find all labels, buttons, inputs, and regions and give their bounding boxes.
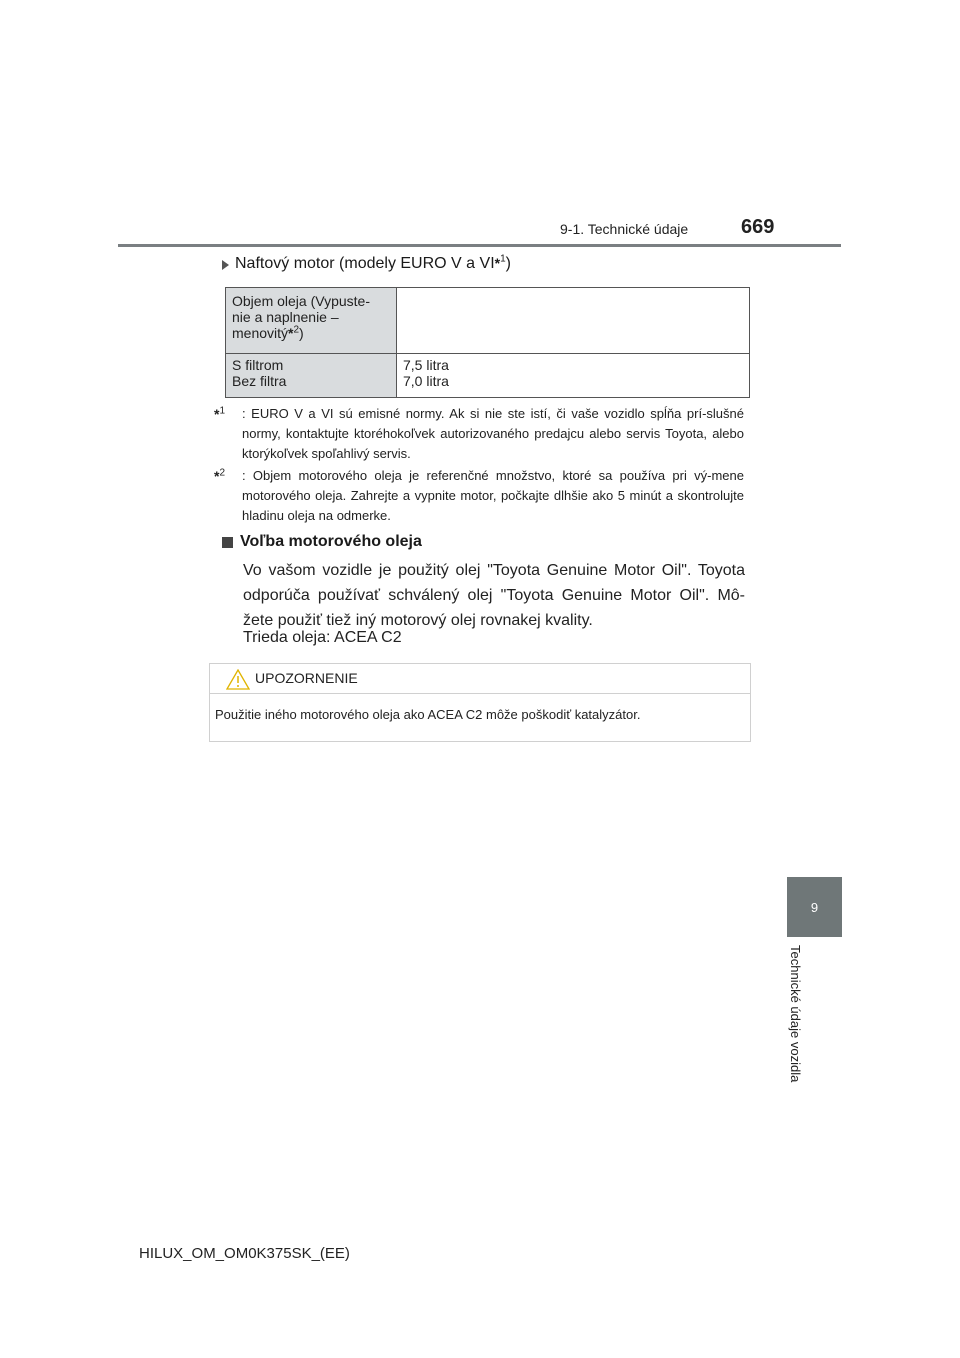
document-code: HILUX_OM_OM0K375SK_(EE): [139, 1245, 350, 1262]
chapter-tab: [787, 877, 842, 937]
chapter-title: Technické údaje vozidla: [788, 945, 803, 1083]
header-divider: [118, 244, 841, 247]
chapter-number: 9: [810, 899, 819, 915]
table-row: [226, 354, 750, 398]
chapter-label-wrap: [775, 945, 815, 1105]
table-row-values: 7,5 litra 7,0 litra: [397, 354, 750, 398]
page-number: 669: [741, 216, 775, 238]
oil-capacity-table: [225, 287, 750, 398]
oil-class-text: Trieda oleja: ACEA C2: [243, 629, 402, 646]
footnote-2: *$^2$ : Objem motorového oleja je referenčné množstvo, ktoré sa používa pri vý-mene motorového oleja. Zahrejte a vypnite motor, počkajte dlhšie ako 5 minút a skontrolujte hladinu oleja na odmerke.: [214, 467, 744, 523]
table-header-label: Objem oleja (Vypuste- nie a naplnenie – menovitý*$^2$): [226, 288, 397, 354]
caution-header: [210, 664, 750, 694]
warning-triangle-icon: [226, 669, 250, 690]
section-paragraph: Vo vašom vozidle je použitý olej "Toyota Genuine Motor Oil". Toyota odporúča používať schválený olej "Toyota Genuine Motor Oil". Mô-žete použiť tiež iný motorový olej rovnakej kvality.: [243, 562, 745, 629]
section-heading-text: Voľba motorového oleja: [240, 533, 422, 550]
table-header-value: [397, 288, 750, 354]
caution-text: Použitie iného motorového oleja ako ACEA C2 môže poškodiť katalyzátor.: [215, 707, 641, 722]
caution-box: [209, 663, 751, 742]
footnote-1: *$^1$ : EURO V a VI sú emisné normy. Ak si nie ste istí, či vaše vozidlo spĺňa prí-slušné normy, kontaktujte ktoréhokoľvek autorizovaného predajcu alebo servis Toyota, alebo ktorýkoľvek spoľahlivý servis.: [214, 405, 744, 461]
triangle-bullet-icon: [222, 260, 229, 270]
subheading-text: Naftový motor (modely EURO V a VI*$^1$): [235, 253, 511, 272]
section-heading: [222, 533, 422, 551]
caution-title: UPOZORNENIE: [255, 670, 358, 686]
section-title: 9-1. Technické údaje: [560, 221, 689, 237]
square-bullet-icon: [222, 537, 233, 548]
engine-subheading: [222, 255, 511, 273]
table-row-labels: S filtrom Bez filtra: [226, 354, 397, 398]
table-row: [226, 288, 750, 354]
